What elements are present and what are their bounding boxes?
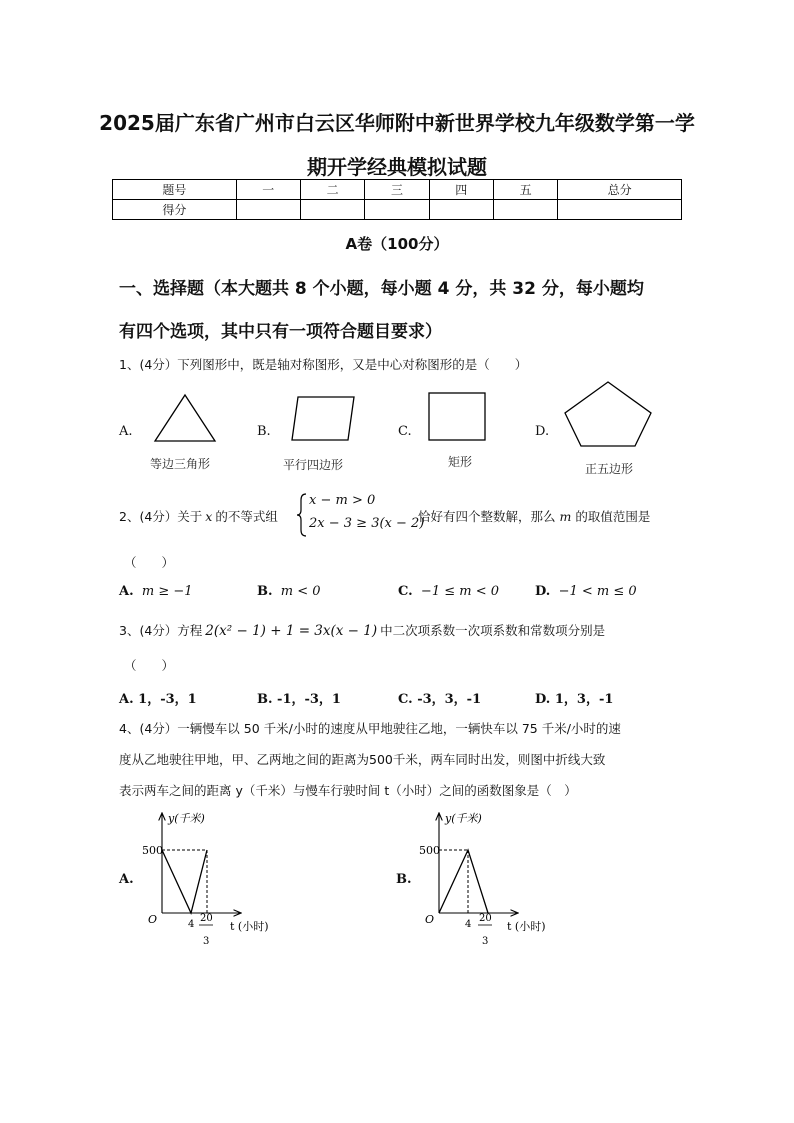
q1-option-b-caption: 平行四边形	[283, 458, 344, 472]
q4-graph-a-frac-den: 3	[203, 936, 210, 947]
parallelogram-figure	[288, 393, 358, 443]
q2-option-b-expr: m < 0	[280, 584, 321, 599]
q4-graph-b-origin: O	[425, 913, 435, 926]
q4-option-b-letter[interactable]: B.	[396, 872, 412, 887]
score-table	[112, 179, 682, 220]
rectangle-figure	[426, 391, 488, 443]
q4-graph-b-x-tick: 4	[465, 919, 472, 930]
equilateral-triangle-figure	[150, 392, 220, 444]
q3-prefix: 3、(4分）方程	[119, 623, 203, 638]
q2-mid: 的不等式组	[215, 509, 278, 524]
score-cell[interactable]	[429, 200, 493, 220]
page-title-line2: 期开学经典模拟试题	[307, 155, 487, 179]
q4-graph-b-frac-den: 3	[482, 936, 489, 947]
q3-option-d-value: 1，3，-1	[554, 692, 614, 707]
score-table-header-cell: 题号	[113, 180, 237, 200]
question-4-line2: 度从乙地驶往甲地，甲、乙两地之间的距离为500千米，两车同时出发，则图中折线大致	[119, 752, 606, 767]
q2-suffix-b: 的取值范围是	[575, 509, 651, 524]
q2-option-c-letter[interactable]: C.	[398, 584, 413, 599]
q4-graph-a	[140, 808, 270, 953]
score-table-header-cell: 三	[365, 180, 429, 200]
q3-option-c-letter[interactable]: C.	[398, 692, 413, 707]
q2-var-m: m	[559, 509, 572, 524]
q1-option-b-letter[interactable]: B.	[257, 424, 271, 439]
q2-option-a-letter[interactable]: A.	[119, 584, 134, 599]
q2-answer-blank: （ ）	[124, 555, 175, 570]
q4-graph-b-frac-num: 20	[479, 913, 492, 924]
q4-graph-a-origin: O	[148, 913, 158, 926]
q4-option-a-letter[interactable]: A.	[119, 872, 134, 887]
score-table-header-cell: 总分	[558, 180, 682, 200]
q3-suffix: 中二次项系数一次项系数和常数项分别是	[380, 623, 606, 638]
q3-answer-blank: （ ）	[124, 658, 175, 673]
q4-graph-a-frac-num: 20	[200, 913, 213, 924]
q1-option-d-caption: 正五边形	[585, 462, 634, 476]
q2-var-x: x	[205, 509, 213, 524]
section-heading-line2: 有四个选项，其中只有一项符合题目要求）	[119, 322, 442, 342]
q2-prefix: 2、(4分）关于	[119, 509, 203, 524]
score-cell[interactable]	[365, 200, 429, 220]
score-cell[interactable]	[236, 200, 300, 220]
q1-option-d-letter[interactable]: D.	[535, 424, 550, 439]
score-table-header-cell: 四	[429, 180, 493, 200]
score-table-header-cell: 一	[236, 180, 300, 200]
score-table-header-cell: 二	[300, 180, 364, 200]
question-1-stem: 1、(4分）下列图形中，既是轴对称图形，又是中心对称图形的是（ ）	[119, 357, 528, 372]
section-heading-line1: 一、选择题（本大题共 8 个小题，每小题 4 分，共 32 分，每小题均	[119, 279, 644, 299]
q3-option-b-letter[interactable]: B.	[257, 692, 273, 707]
q4-graph-a-x-label: t (小时)	[230, 920, 269, 933]
score-cell[interactable]	[300, 200, 364, 220]
q4-graph-b-y-tick: 500	[419, 844, 440, 857]
q2-inequality-2: 2x − 3 ≥ 3(x − 2)	[309, 516, 425, 531]
question-4-line3: 表示两车之间的距离 y（千米）与慢车行驶时间 t（小时）之间的函数图象是（ ）	[119, 783, 577, 798]
question-3-stem	[119, 621, 605, 639]
score-table-header-row	[113, 180, 682, 200]
q3-option-b-value: -1，-3，1	[277, 692, 341, 707]
q2-option-d-letter[interactable]: D.	[535, 584, 551, 599]
q3-option-a-value: 1，-3，1	[138, 692, 197, 707]
q4-graph-b-y-label: y(千米)	[445, 812, 482, 825]
score-cell[interactable]	[558, 200, 682, 220]
q3-equation: 2(x² − 1) + 1 = 3x(x − 1)	[205, 623, 378, 639]
score-table-header-cell: 五	[493, 180, 557, 200]
q2-suffix	[418, 507, 650, 525]
page-title-line1: 2025届广东省广州市白云区华师附中新世界学校九年级数学第一学	[99, 111, 695, 135]
q3-option-d-letter[interactable]: D.	[535, 692, 551, 707]
q1-option-c-letter[interactable]: C.	[398, 424, 412, 439]
q4-graph-b-x-label: t (小时)	[507, 920, 546, 933]
q3-option-c-value: -3，3，-1	[417, 692, 482, 707]
q2-inequality-1: x − m > 0	[309, 493, 376, 508]
q2-option-b-letter[interactable]: B.	[257, 584, 273, 599]
q2-option-a-expr: m ≥ −1	[141, 584, 193, 599]
volume-heading: A卷（100分）	[345, 235, 449, 253]
score-table-score-row	[113, 200, 682, 220]
q2-option-d-expr: −1 < m ≤ 0	[558, 584, 637, 599]
q2-suffix-a: 恰好有四个整数解，那么	[418, 509, 556, 524]
q1-option-c-caption: 矩形	[448, 455, 473, 469]
q4-graph-a-y-label: y(千米)	[168, 812, 205, 825]
q1-option-a-caption: 等边三角形	[150, 457, 211, 471]
question-4-line1: 4、(4分）一辆慢车以 50 千米/小时的速度从甲地驶往乙地，一辆快车以 75 千米/小时的速	[119, 721, 621, 736]
q1-option-a-letter[interactable]: A.	[119, 424, 133, 439]
q3-option-a-letter[interactable]: A.	[119, 692, 134, 707]
q4-graph-a-y-tick: 500	[142, 844, 163, 857]
score-cell[interactable]	[493, 200, 557, 220]
score-row-label: 得分	[113, 200, 237, 220]
q2-option-c-expr: −1 ≤ m < 0	[420, 584, 499, 599]
q4-graph-a-x-tick: 4	[188, 919, 195, 930]
q4-graph-b	[417, 808, 557, 953]
regular-pentagon-figure	[561, 379, 655, 449]
